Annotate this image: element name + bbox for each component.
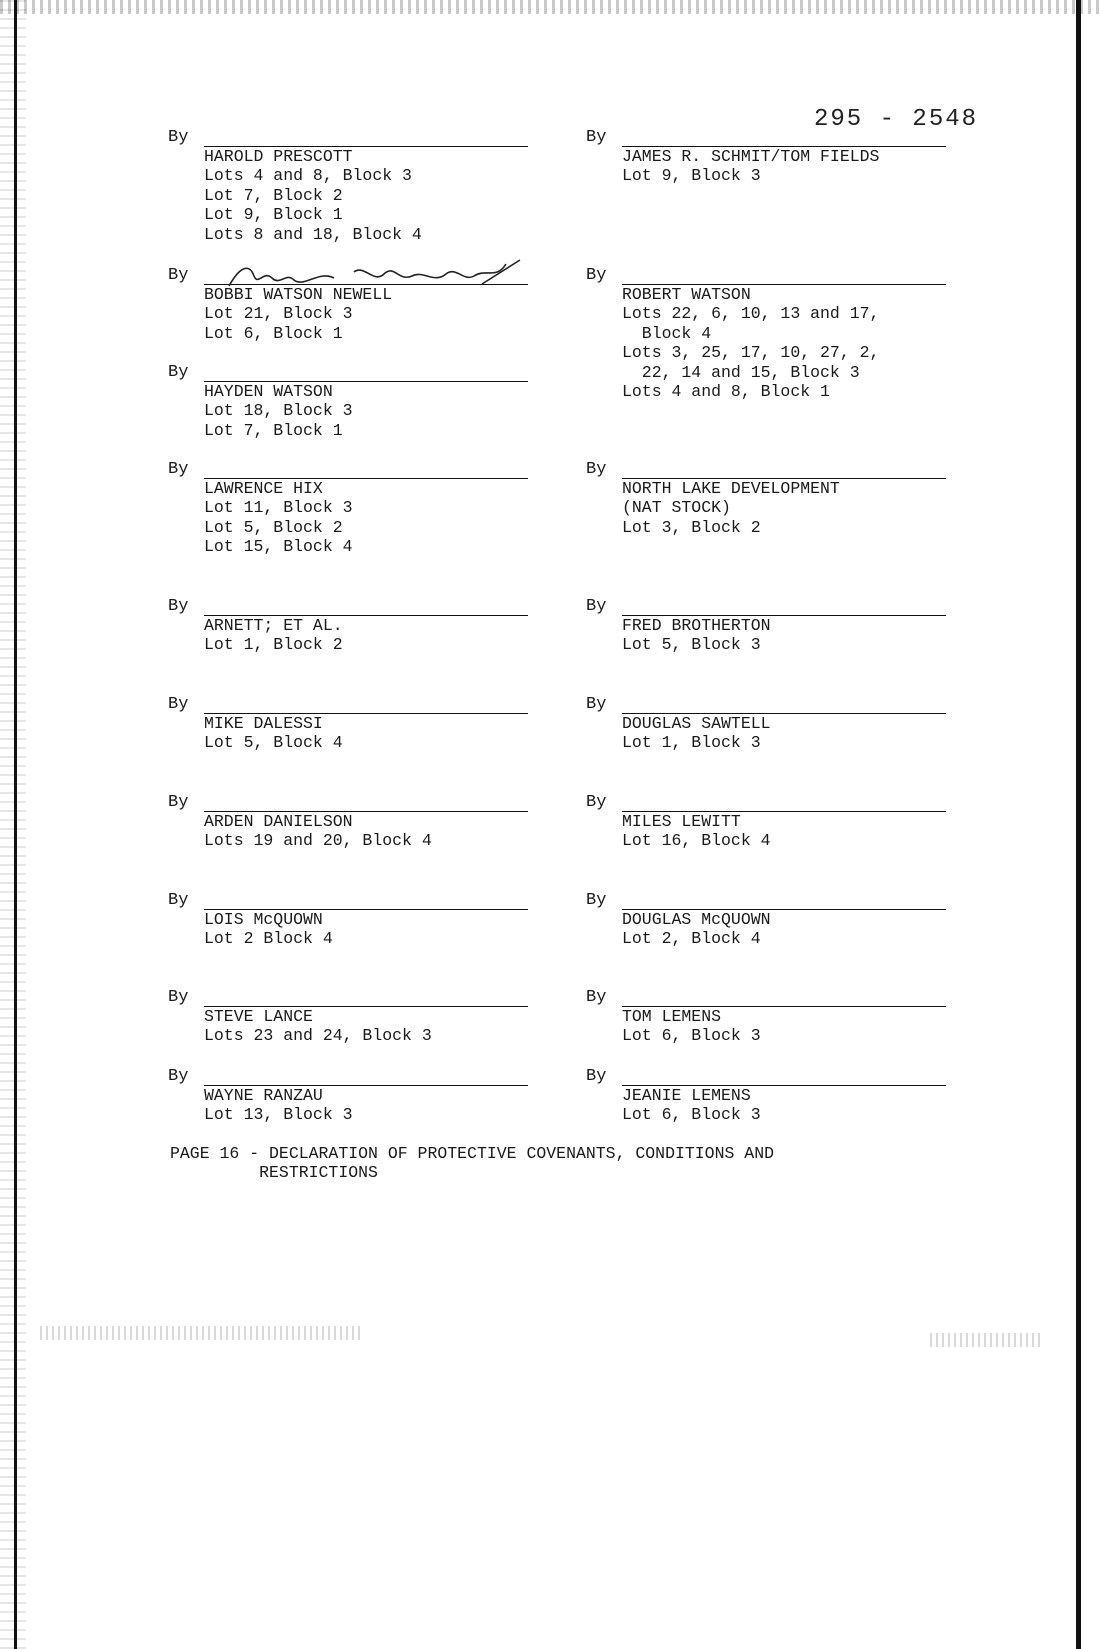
- by-label: By: [586, 460, 607, 479]
- by-label: By: [586, 597, 607, 616]
- lot-description: Lots 4 and 8, Block 1: [622, 382, 830, 402]
- by-label: By: [586, 891, 607, 910]
- lot-description: 22, 14 and 15, Block 3: [622, 362, 860, 382]
- by-label: By: [168, 266, 189, 285]
- lot-description: Lot 5, Block 3: [622, 635, 761, 655]
- footer-line-1: PAGE 16 - DECLARATION OF PROTECTIVE COVENANTS, CONDITIONS AND: [170, 1144, 774, 1163]
- lot-description: Lot 11, Block 3: [204, 498, 353, 518]
- owner-name: HAROLD PRESCOTT: [204, 147, 353, 166]
- owner-name: FRED BROTHERTON: [622, 616, 771, 635]
- lot-description: Block 4: [622, 323, 712, 343]
- lot-description: Lot 21, Block 3: [204, 304, 353, 324]
- owner-name: JAMES R. SCHMIT/TOM FIELDS: [622, 147, 880, 166]
- owner-details: [204, 382, 353, 440]
- lot-description: Lot 6, Block 3: [622, 1105, 761, 1125]
- by-label: By: [586, 793, 607, 812]
- lot-description: Lots 3, 25, 17, 10, 27, 2,: [622, 343, 880, 363]
- lot-description: Lot 18, Block 3: [204, 401, 353, 421]
- lot-description: Lot 9, Block 3: [622, 166, 761, 186]
- lot-description: Lot 16, Block 4: [622, 831, 771, 851]
- by-label: By: [168, 793, 189, 812]
- scan-smudge: [40, 1326, 360, 1340]
- scan-smudge: [930, 1333, 1040, 1347]
- lot-description: Lot 15, Block 4: [204, 537, 353, 557]
- owner-name: ARNETT; ET AL.: [204, 616, 343, 635]
- owner-name: STEVE LANCE: [204, 1007, 313, 1026]
- lot-description: Lot 5, Block 2: [204, 517, 343, 537]
- by-label: By: [168, 891, 189, 910]
- by-label: By: [586, 988, 607, 1007]
- scan-edge-noise: [0, 0, 26, 1649]
- owner-details: [622, 910, 771, 949]
- owner-name: ARDEN DANIELSON: [204, 812, 353, 831]
- lot-description: Lot 13, Block 3: [204, 1105, 353, 1125]
- owner-name: LOIS McQUOWN: [204, 910, 323, 929]
- owner-name: NORTH LAKE DEVELOPMENT: [622, 479, 840, 498]
- document-number: 295 - 2548: [814, 106, 979, 133]
- lot-description: Lot 9, Block 1: [204, 205, 343, 225]
- lot-description: Lot 2, Block 4: [622, 929, 761, 949]
- lot-description: Lot 3, Block 2: [622, 517, 761, 537]
- owner-details: [204, 285, 392, 343]
- by-label: By: [168, 597, 189, 616]
- owner-name: JEANIE LEMENS: [622, 1086, 751, 1105]
- by-label: By: [168, 1067, 189, 1086]
- lot-description: Lot 1, Block 2: [204, 635, 343, 655]
- owner-details: [622, 812, 771, 851]
- owner-details: [204, 812, 432, 851]
- owner-details: [622, 285, 879, 401]
- by-label: By: [586, 128, 607, 147]
- owner-details: [204, 616, 343, 655]
- by-label: By: [586, 695, 607, 714]
- lot-description: (NAT STOCK): [622, 498, 731, 518]
- scan-edge-left: [14, 0, 17, 1649]
- owner-details: [622, 479, 840, 537]
- owner-details: [622, 616, 771, 655]
- owner-details: [204, 1086, 353, 1125]
- owner-name: MIKE DALESSI: [204, 714, 323, 733]
- scan-edge-top: [0, 0, 1100, 14]
- by-label: By: [168, 460, 189, 479]
- owner-details: [204, 147, 422, 244]
- lot-description: Lot 5, Block 4: [204, 733, 343, 753]
- by-label: By: [168, 988, 189, 1007]
- lot-description: Lots 8 and 18, Block 4: [204, 224, 422, 244]
- owner-name: WAYNE RANZAU: [204, 1086, 323, 1105]
- owner-name: MILES LEWITT: [622, 812, 741, 831]
- lot-description: Lots 4 and 8, Block 3: [204, 166, 412, 186]
- owner-name: TOM LEMENS: [622, 1007, 722, 1026]
- owner-details: [622, 1007, 761, 1046]
- owner-name: DOUGLAS SAWTELL: [622, 714, 771, 733]
- footer-line-2: RESTRICTIONS: [170, 1163, 378, 1183]
- lot-description: Lots 23 and 24, Block 3: [204, 1026, 432, 1046]
- owner-details: [622, 1086, 761, 1125]
- lot-description: Lot 7, Block 2: [204, 185, 343, 205]
- page-footer: [170, 1144, 774, 1183]
- lot-description: Lots 22, 6, 10, 13 and 17,: [622, 304, 880, 324]
- lot-description: Lot 2 Block 4: [204, 929, 333, 949]
- owner-details: [204, 910, 333, 949]
- scan-edge-right: [1076, 0, 1081, 1649]
- owner-details: [622, 147, 879, 186]
- owner-details: [204, 714, 343, 753]
- lot-description: Lot 6, Block 3: [622, 1026, 761, 1046]
- lot-description: Lot 7, Block 1: [204, 420, 343, 440]
- by-label: By: [586, 266, 607, 285]
- lot-description: Lot 1, Block 3: [622, 733, 761, 753]
- lot-description: Lots 19 and 20, Block 4: [204, 831, 432, 851]
- by-label: By: [586, 1067, 607, 1086]
- owner-name: ROBERT WATSON: [622, 285, 751, 304]
- owner-name: BOBBI WATSON NEWELL: [204, 285, 393, 304]
- owner-details: [204, 1007, 432, 1046]
- owner-name: HAYDEN WATSON: [204, 382, 333, 401]
- by-label: By: [168, 363, 189, 382]
- owner-name: DOUGLAS McQUOWN: [622, 910, 771, 929]
- by-label: By: [168, 695, 189, 714]
- by-label: By: [168, 128, 189, 147]
- lot-description: Lot 6, Block 1: [204, 323, 343, 343]
- owner-details: [622, 714, 771, 753]
- owner-details: [204, 479, 353, 557]
- owner-name: LAWRENCE HIX: [204, 479, 323, 498]
